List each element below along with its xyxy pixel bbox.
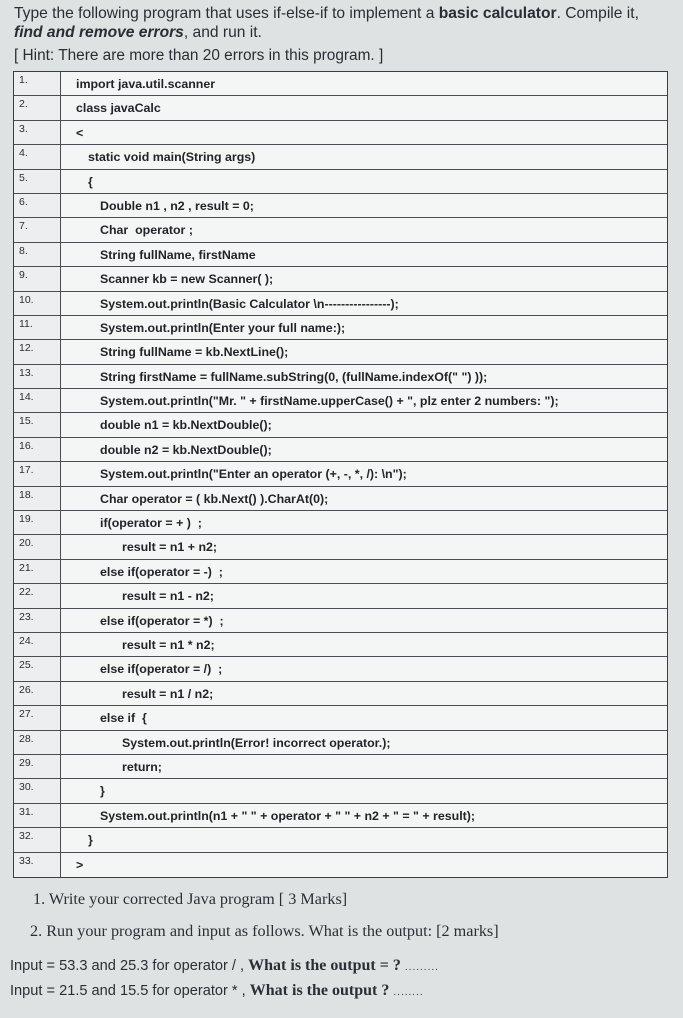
line-number: 3.	[14, 121, 61, 144]
code-row	[14, 170, 667, 194]
input-line-1: Input = 53.3 and 25.3 for operator / , What is the output = ? .........	[10, 957, 439, 974]
code-line: String fullName, firstName	[100, 247, 256, 262]
code-line: Double n1 , n2 , result = 0;	[100, 198, 254, 213]
code-line: class javaCalc	[76, 101, 161, 116]
line-number: 17.	[14, 462, 61, 485]
code-row	[14, 755, 667, 779]
line-number: 7.	[14, 218, 61, 241]
code-line: return;	[122, 759, 162, 774]
line-number: 20.	[14, 535, 61, 558]
code-row	[14, 560, 667, 584]
hint-text: [ Hint: There are more than 20 errors in this program. ]	[14, 47, 384, 64]
code-row	[14, 365, 667, 389]
line-number: 4.	[14, 145, 61, 168]
code-row	[14, 96, 667, 120]
question-2: 2. Run your program and input as follows. What is the output: [2 marks]	[30, 922, 499, 940]
code-line: System.out.println(Enter your full name:);	[100, 320, 346, 335]
line-number: 27.	[14, 706, 61, 729]
line-number: 32.	[14, 828, 61, 851]
code-row	[14, 145, 667, 169]
code-line: if(operator = + ) ;	[100, 516, 202, 531]
instruction-line-2: find and remove errors, and run it.	[14, 24, 262, 41]
code-line: String firstName = fullName.subString(0, (fullName.indexOf(" ") ));	[100, 369, 488, 384]
code-line: static void main(String args)	[88, 150, 256, 165]
line-number: 2.	[14, 96, 61, 119]
code-line: System.out.println(n1 + " " + operator + " " + n2 + " = " + result);	[100, 808, 476, 823]
code-line: result = n1 - n2;	[122, 589, 214, 604]
code-row	[14, 121, 667, 145]
line-number: 33.	[14, 853, 61, 877]
code-line: result = n1 / n2;	[122, 686, 214, 701]
line-number: 28.	[14, 731, 61, 754]
code-row	[14, 413, 667, 437]
line-number: 21.	[14, 560, 61, 583]
line-number: 22.	[14, 584, 61, 607]
code-line: }	[88, 833, 93, 848]
code-row	[14, 731, 667, 755]
code-line: String fullName = kb.NextLine();	[100, 345, 289, 360]
code-row	[14, 828, 667, 852]
code-row	[14, 218, 667, 242]
code-line: else if(operator = -) ;	[100, 564, 223, 579]
code-line: System.out.println("Mr. " + firstName.upperCase() + ", plz enter 2 numbers: ");	[100, 394, 559, 409]
line-number: 23.	[14, 609, 61, 632]
line-number: 1.	[14, 72, 61, 95]
code-row	[14, 316, 667, 340]
code-row	[14, 584, 667, 608]
code-row	[14, 633, 667, 657]
code-line: System.out.println("Enter an operator (+, -, *, /): \n");	[100, 467, 407, 482]
code-line: System.out.println(Basic Calculator \n----------------);	[100, 296, 399, 311]
line-number: 15.	[14, 413, 61, 436]
line-number: 5.	[14, 170, 61, 193]
code-line: Char operator ;	[100, 223, 193, 238]
code-row	[14, 706, 667, 730]
instruction-line-1: Type the following program that uses if-else-if to implement a basic calculator. Compile it,	[14, 5, 639, 22]
code-row	[14, 853, 667, 877]
code-line: result = n1 + n2;	[122, 540, 218, 555]
line-number: 31.	[14, 804, 61, 827]
line-number: 6.	[14, 194, 61, 217]
line-number: 26.	[14, 682, 61, 705]
line-number: 19.	[14, 511, 61, 534]
code-line: }	[100, 784, 105, 799]
code-row	[14, 779, 667, 803]
code-line: import java.util.scanner	[76, 77, 216, 91]
code-line: result = n1 * n2;	[122, 637, 215, 652]
code-row	[14, 804, 667, 828]
code-row	[14, 243, 667, 267]
code-line: else if(operator = /) ;	[100, 662, 223, 677]
line-number: 13.	[14, 365, 61, 388]
instructions	[14, 4, 679, 42]
question-1: 1. Write your corrected Java program [ 3 Marks]	[33, 890, 348, 908]
code-row	[14, 292, 667, 316]
code-line: else if {	[100, 711, 147, 726]
code-row	[14, 267, 667, 291]
code-line: {	[88, 174, 93, 189]
code-line: double n1 = kb.NextDouble();	[100, 418, 272, 433]
line-number: 24.	[14, 633, 61, 656]
input-line-2: Input = 21.5 and 15.5 for operator * , What is the output ? ........	[10, 982, 424, 999]
line-number: 18.	[14, 487, 61, 510]
code-line: double n2 = kb.NextDouble();	[100, 442, 272, 457]
code-row	[14, 609, 667, 633]
line-number: 10.	[14, 292, 61, 315]
line-number: 12.	[14, 340, 61, 363]
code-row	[14, 72, 667, 96]
line-number: 9.	[14, 267, 61, 290]
code-row	[14, 340, 667, 364]
code-line: System.out.println(Error! incorrect operator.);	[122, 735, 391, 750]
code-line: Scanner kb = new Scanner( );	[100, 272, 274, 287]
code-line: Char operator = ( kb.Next() ).CharAt(0);	[100, 491, 329, 506]
code-row	[14, 438, 667, 462]
line-number: 25.	[14, 657, 61, 680]
line-number: 16.	[14, 438, 61, 461]
code-row	[14, 682, 667, 706]
line-number: 8.	[14, 243, 61, 266]
code-row	[14, 487, 667, 511]
code-row	[14, 535, 667, 559]
line-number: 14.	[14, 389, 61, 412]
code-row	[14, 657, 667, 681]
code-line: >	[76, 857, 84, 872]
code-table	[13, 71, 668, 878]
code-row	[14, 194, 667, 218]
code-row	[14, 462, 667, 486]
line-number: 29.	[14, 755, 61, 778]
code-row	[14, 511, 667, 535]
line-number: 11.	[14, 316, 61, 339]
line-number: 30.	[14, 779, 61, 802]
code-line: else if(operator = *) ;	[100, 613, 224, 628]
code-line: <	[76, 125, 84, 140]
code-row	[14, 389, 667, 413]
